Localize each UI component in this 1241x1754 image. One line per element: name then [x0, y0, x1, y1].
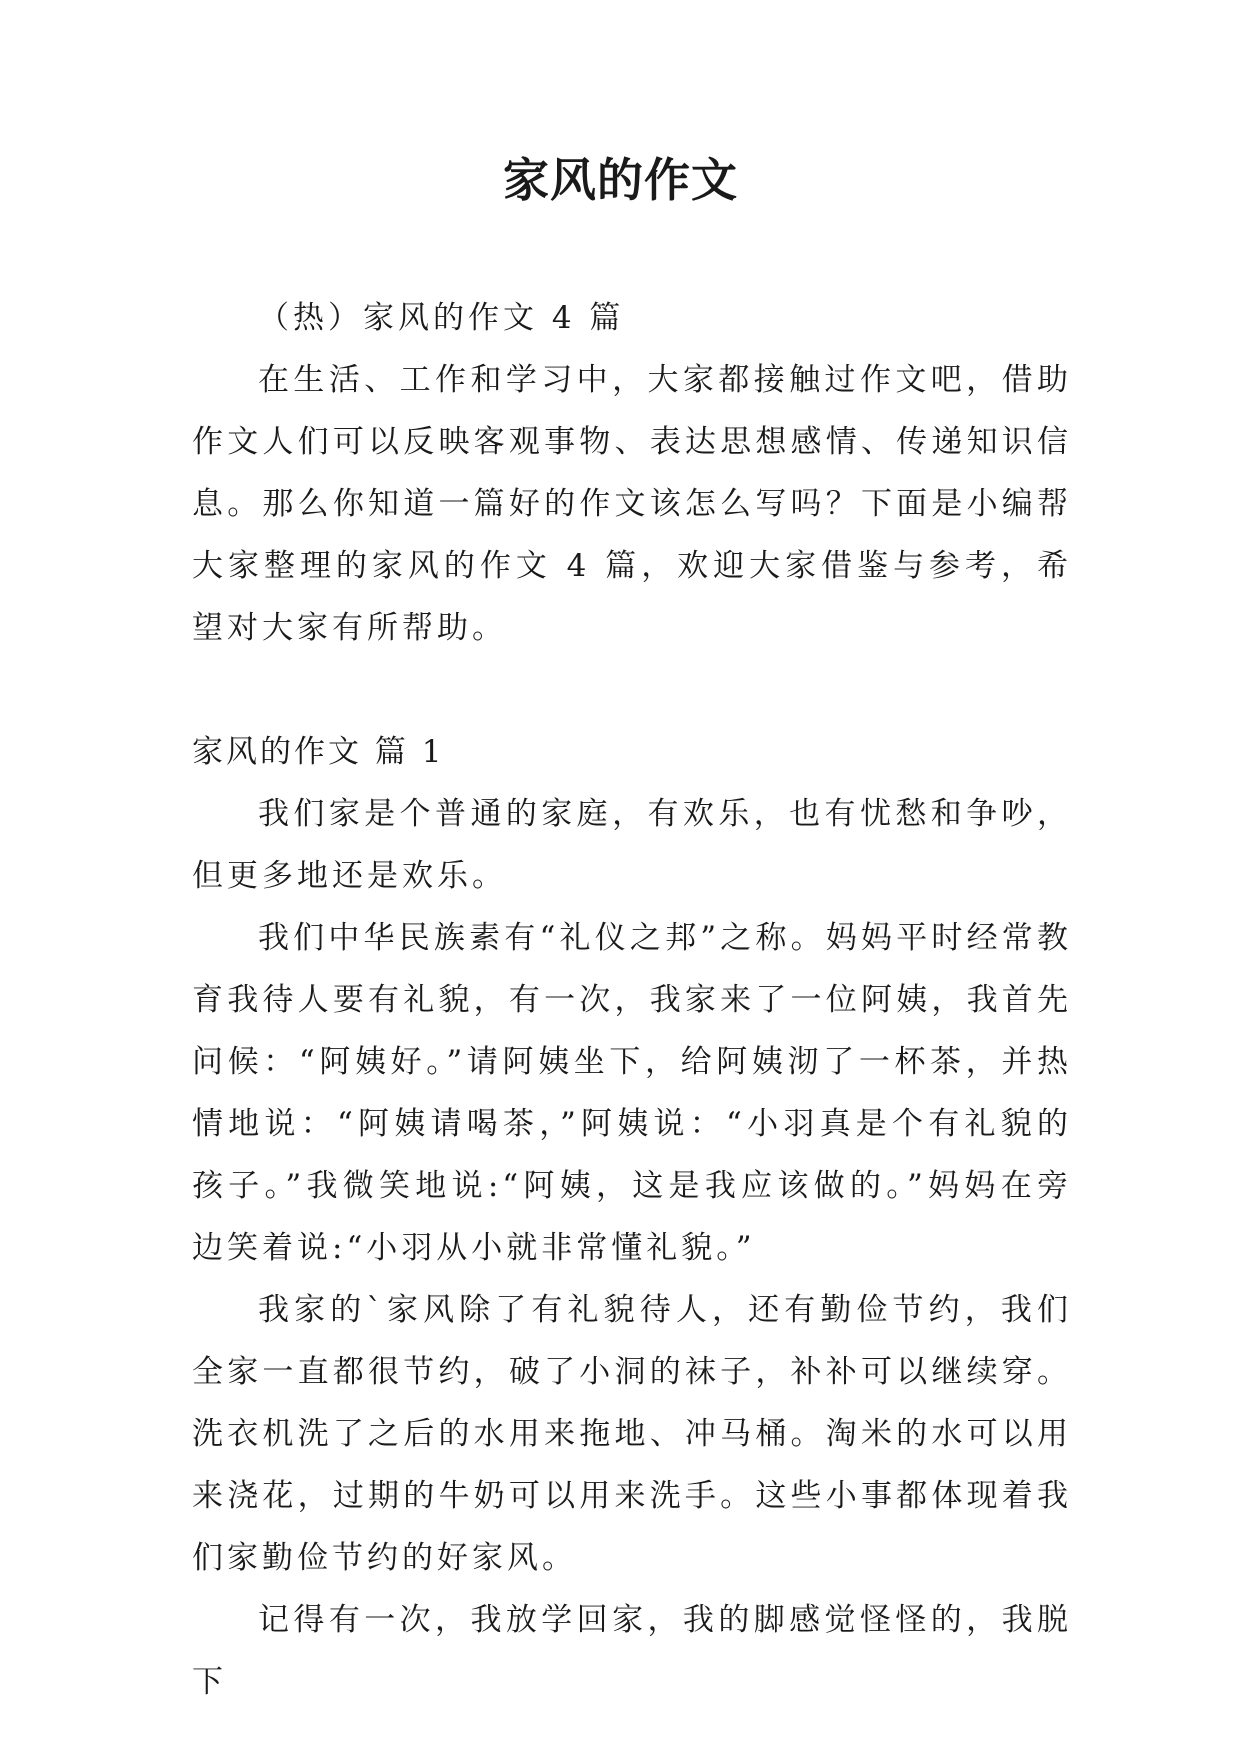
body-paragraph: 我们家是个普通的家庭，有欢乐，也有忧愁和争吵，但更多地还是欢乐。 — [192, 796, 1072, 894]
document-title: 家风的作文 — [503, 153, 738, 207]
document-subtitle: （热）家风的作文 4 篇 — [258, 300, 625, 336]
intro-paragraph: 在生活、工作和学习中，大家都接触过作文吧，借助作文人们可以反映客观事物、表达思想感情、传递知识信息。那么你知道一篇好的作文该怎么写吗？下面是小编帮大家整理的家风的作文 4 篇，欢迎大家借鉴与参考，希望对大家有所帮助。 — [192, 362, 1072, 646]
section-spacer — [192, 659, 1072, 721]
body-paragraph: 记得有一次，我放学回家，我的脚感觉怪怪的，我脱下 — [192, 1602, 1072, 1700]
document-body — [192, 287, 1072, 1713]
body-paragraph: 我们中华民族素有“礼仪之邦”之称。妈妈平时经常教育我待人要有礼貌，有一次，我家来了一位阿姨，我首先问候：“阿姨好。”请阿姨坐下，给阿姨沏了一杯茶，并热情地说：“阿姨请喝茶，”阿姨说：“小羽真是个有礼貌的孩子。”我微笑地说:“阿姨，这是我应该做的。”妈妈在旁边笑着说:“小羽从小就非常懂礼貌。” — [192, 920, 1072, 1266]
body-paragraph: 我家的`家风除了有礼貌待人，还有勤俭节约，我们全家一直都很节约，破了小洞的袜子，补补可以继续穿。洗衣机洗了之后的水用来拖地、冲马桶。淘米的水可以用来浇花，过期的牛奶可以用来洗手。这些小事都体现着我们家勤俭节约的好家风。 — [192, 1292, 1072, 1576]
section-heading: 家风的作文 篇 1 — [192, 734, 445, 770]
